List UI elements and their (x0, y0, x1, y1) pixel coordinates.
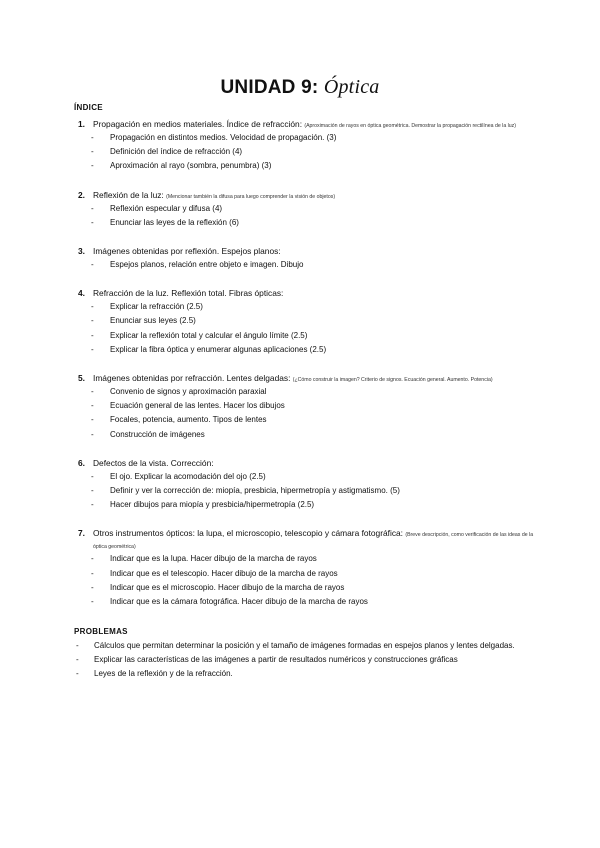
index-section-2 (74, 188, 534, 230)
list-item: - Indicar que es la lupa. Hacer dibujo de la marcha de rayos (74, 552, 534, 566)
section-note: (Aproximación de rayos en óptica geométrica. Demostrar la propagación rectilínea de la luz) (304, 123, 516, 129)
index-section-7 (74, 526, 534, 609)
list-item: - Aproximación al rayo (sombra, penumbra) (3) (74, 159, 534, 173)
section-title: Propagación en medios materiales. Índice de refracción: (93, 119, 303, 129)
section-heading (74, 526, 534, 552)
section-note: (Mencionar también la difusa para luego comprender la visión de objetos) (166, 193, 336, 200)
document-body (74, 101, 534, 681)
list-item: - Indicar que es el microscopio. Hacer dibujo de la marcha de rayos (74, 581, 534, 595)
list-item: - Espejos planos, relación entre objeto e imagen. Dibujo (74, 258, 534, 272)
title-main: UNIDAD 9: (220, 77, 319, 98)
list-item: - Definición del índice de refracción (4) (74, 145, 534, 159)
list-item: - Explicar la reflexión total y calcular el ángulo límite (2.5) (74, 329, 534, 343)
section-number: 5. (78, 373, 85, 384)
title-subject: Óptica (323, 76, 380, 98)
index-section-5 (74, 371, 534, 442)
section-title: Reflexión de la luz: (93, 189, 164, 200)
section-number: 7. (78, 528, 85, 539)
section-items (74, 552, 534, 609)
section-title: Otros instrumentos ópticos: la lupa, el microscopio, telescopio y cámara fotográfica: (93, 528, 404, 539)
index-section-4 (74, 286, 534, 357)
list-item: - Enunciar las leyes de la reflexión (6) (74, 216, 534, 230)
index-section-1 (74, 117, 534, 174)
index-sections (74, 117, 534, 609)
section-note: (¿Cómo construir la imagen? Criterio de signos. Ecuación general. Aumento. Potencia) (292, 377, 493, 384)
section-number: 4. (78, 288, 85, 299)
section-heading (74, 188, 534, 202)
section-items (74, 300, 534, 357)
list-item: - Convenio de signos y aproximación paraxial (74, 385, 534, 399)
index-section-6 (74, 456, 534, 513)
section-items (74, 470, 534, 513)
section-title: Refracción de la luz. Reflexión total. Fibras ópticas: (93, 288, 284, 299)
section-items (74, 202, 534, 230)
list-item: - Explicar la refracción (2.5) (74, 300, 534, 314)
section-number: 1. (78, 119, 85, 129)
section-heading (74, 286, 534, 300)
section-title: Imágenes obtenidas por reflexión. Espejos planos: (93, 246, 281, 257)
problems-heading: PROBLEMAS (74, 627, 128, 637)
list-item: - Focales, potencia, aumento. Tipos de lentes (74, 413, 534, 427)
list-item: - Hacer dibujos para miopía y presbicia/hipermetropía (2.5) (74, 498, 534, 512)
section-number: 2. (78, 189, 85, 200)
index-section-3 (74, 244, 534, 272)
section-number: 3. (78, 246, 85, 257)
section-number: 6. (78, 457, 85, 468)
section-heading (74, 244, 534, 258)
section-title: Defectos de la vista. Corrección: (93, 457, 214, 468)
list-item: - Construcción de imágenes (74, 428, 534, 442)
list-item: - Indicar que es el telescopio. Hacer dibujo de la marcha de rayos (74, 567, 534, 581)
problem-item: - Leyes de la reflexión y de la refracción. (74, 667, 534, 681)
section-note: (Breve descripción, como verificación de las ideas de la óptica geométrica) (93, 532, 534, 551)
problem-item: - Explicar las características de las imágenes a partir de resultados numéricos y construcciones gráficas (74, 653, 534, 667)
list-item: - Indicar que es la cámara fotográfica. Hacer dibujo de la marcha de rayos (74, 595, 534, 609)
section-title: Imágenes obtenidas por refracción. Lentes delgadas: (93, 373, 291, 384)
list-item: - Reflexión especular y difusa (4) (74, 202, 534, 216)
problems-list (74, 639, 534, 681)
problems-section (74, 625, 534, 681)
section-heading (74, 456, 534, 470)
section-items (74, 131, 534, 174)
section-heading (74, 371, 534, 385)
section-heading (74, 117, 534, 131)
list-item: - El ojo. Explicar la acomodación del ojo (2.5) (74, 470, 534, 484)
list-item: - Ecuación general de las lentes. Hacer los dibujos (74, 399, 534, 413)
list-item: - Explicar la fibra óptica y enumerar algunas aplicaciones (2.5) (74, 343, 534, 357)
list-item: - Enunciar sus leyes (2.5) (74, 314, 534, 328)
section-items (74, 258, 534, 272)
list-item: - Definir y ver la corrección de: miopía, presbicia, hipermetropía y astigmatismo. (5) (74, 484, 534, 498)
section-items (74, 385, 534, 442)
index-heading: ÍNDICE (74, 103, 103, 112)
list-item: - Propagación en distintos medios. Velocidad de propagación. (3) (74, 131, 534, 145)
page-title (0, 76, 600, 99)
problem-item: - Cálculos que permitan determinar la posición y el tamaño de imágenes formadas en espejos planos y lentes delgadas. (74, 639, 534, 653)
